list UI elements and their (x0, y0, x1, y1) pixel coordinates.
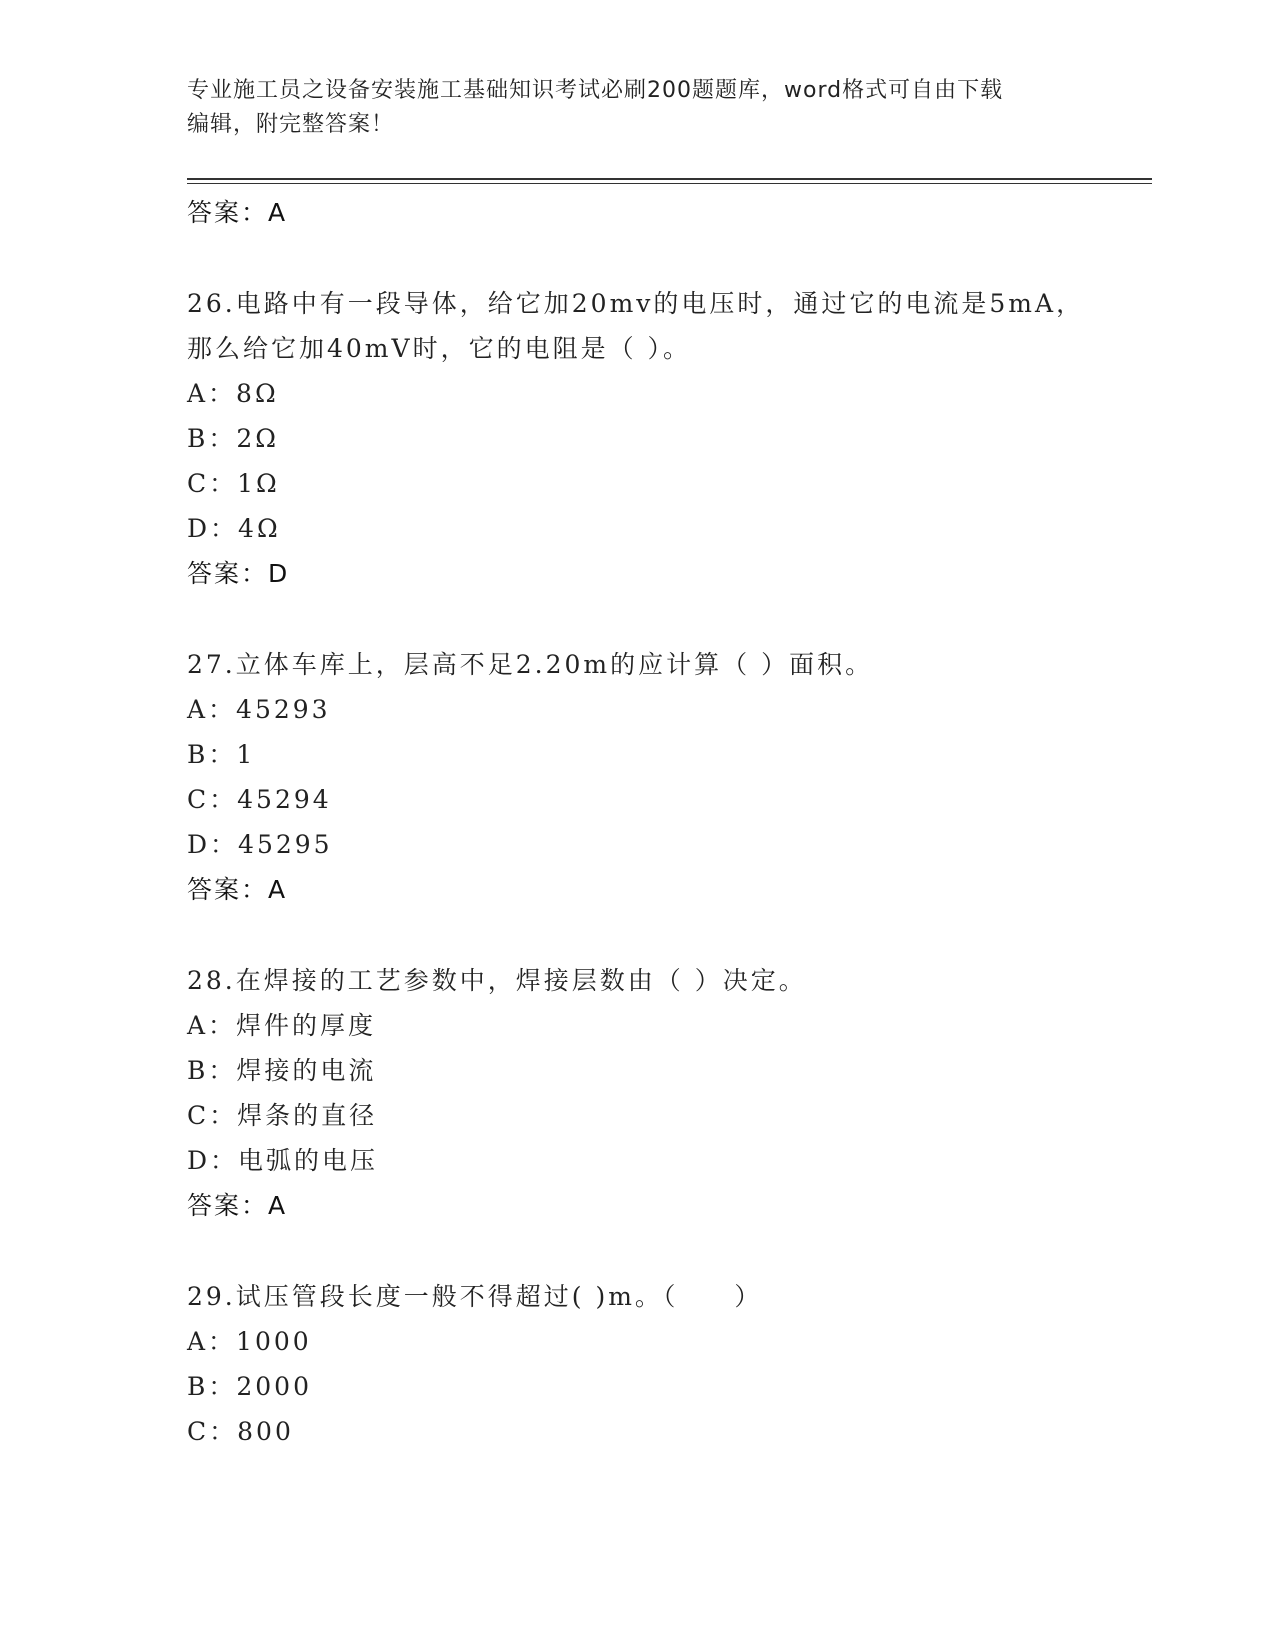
header-divider (187, 178, 1152, 184)
option-b: B：2Ω (187, 424, 280, 453)
option-c: C：焊条的直径 (187, 1101, 378, 1130)
answer-label: 答案：D (187, 559, 290, 588)
question-block (187, 281, 1152, 596)
question-block (187, 1274, 1152, 1454)
spacer (187, 1228, 1152, 1274)
spacer (187, 912, 1152, 958)
answer-label: 答案：A (187, 1191, 288, 1220)
header-line-2: 编辑，附完整答案！ (187, 112, 395, 137)
option-b: B：2000 (187, 1372, 312, 1401)
spacer (187, 596, 1152, 642)
option-a: A：焊件的厚度 (187, 1011, 377, 1040)
question-text-line: 27.立体车库上，层高不足2.20m的应计算（ ）面积。 (187, 650, 874, 679)
answer-label: 答案：A (187, 198, 288, 227)
option-c: C：800 (187, 1417, 294, 1446)
question-text-line: 26.电路中有一段导体，给它加20mv的电压时，通过它的电流是5mA， (187, 289, 1085, 318)
option-a: A：1000 (187, 1327, 312, 1356)
option-a: A：45293 (187, 695, 331, 724)
option-a: A：8Ω (187, 379, 279, 408)
spacer (187, 235, 1152, 281)
question-text-line: 那么给它加40mV时，它的电阻是（ ）。 (187, 334, 692, 363)
question-block (187, 958, 1152, 1228)
question-text-line: 29.试压管段长度一般不得超过( )m。（ ） (187, 1282, 763, 1311)
question-block (187, 642, 1152, 912)
option-d: D：45295 (187, 830, 333, 859)
option-c: C：1Ω (187, 469, 280, 498)
option-d: D：电弧的电压 (187, 1146, 379, 1175)
header-line-1: 专业施工员之设备安装施工基础知识考试必刷200题题库，word格式可自由下载 (187, 78, 1004, 103)
option-d: D：4Ω (187, 514, 281, 543)
question-list (187, 190, 1152, 1454)
option-b: B：1 (187, 740, 256, 769)
answer-label: 答案：A (187, 875, 288, 904)
question-text-line: 28.在焊接的工艺参数中，焊接层数由（ ）决定。 (187, 966, 807, 995)
document-header (187, 74, 1067, 142)
option-b: B：焊接的电流 (187, 1056, 377, 1085)
option-c: C：45294 (187, 785, 332, 814)
